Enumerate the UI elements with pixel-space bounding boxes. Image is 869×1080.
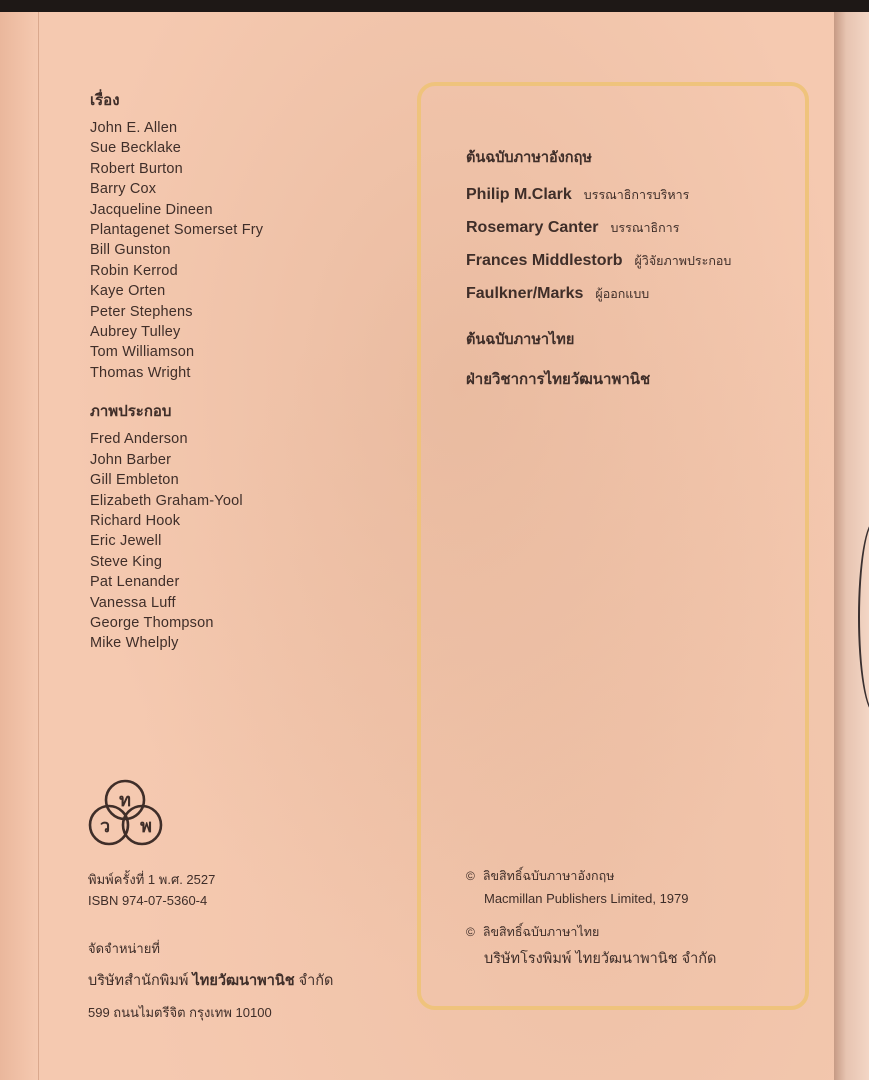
credits-right-column (466, 146, 796, 391)
list-item: George Thompson (90, 614, 214, 631)
list-item: Tom Williamson (90, 344, 195, 361)
list-item: Mike Whelply (90, 635, 179, 652)
credit-role: ผู้วิจัยภาพประกอบ (634, 254, 732, 268)
english-copyright-label: ลิขสิทธิ์ฉบับภาษาอังกฤษ (482, 869, 615, 883)
credit-role: บรรณาธิการ (610, 221, 680, 235)
company-name: ไทยวัฒนาพานิช (192, 973, 295, 989)
credit-row (466, 284, 796, 304)
page-hinge (0, 12, 39, 1080)
credit-role: บรรณาธิการบริหาร (583, 188, 690, 202)
credit-name: Frances Middlestorb (466, 252, 623, 269)
credit-name: Faulkner/Marks (466, 285, 584, 302)
artists-heading: ภาพประกอบ (90, 403, 172, 421)
list-item: Gill Embleton (90, 472, 179, 489)
list-item: Thomas Wright (90, 364, 191, 381)
list-item: Plantagenet Somerset Fry (90, 222, 264, 239)
thai-copyright (466, 922, 796, 970)
copyright-symbol: © (466, 925, 475, 939)
list-item: Vanessa Luff (90, 594, 176, 611)
credit-role: ผู้ออกแบบ (595, 287, 650, 301)
credit-row (466, 185, 796, 205)
logo-letter: ว (99, 816, 111, 837)
company-suffix: จำกัด (298, 973, 334, 989)
credit-row (466, 218, 796, 238)
list-item: Bill Gunston (90, 242, 171, 259)
list-item: Aubrey Tulley (90, 324, 181, 341)
imprint-info (88, 869, 408, 911)
distributor-info (88, 938, 418, 1023)
credit-row (466, 251, 796, 271)
authors-list (88, 118, 398, 383)
three-circle-publisher-logo-icon (80, 776, 170, 848)
list-item: Peter Stephens (90, 303, 193, 320)
company-prefix: บริษัทสำนักพิมพ์ (88, 973, 189, 989)
thai-edition-department: ฝ่ายวิชาการไทยวัฒนาพานิช (466, 371, 651, 388)
artists-list (88, 429, 398, 653)
credits-left-column (88, 88, 398, 654)
list-item: John Barber (90, 451, 172, 468)
list-item: Elizabeth Graham-Yool (90, 492, 243, 509)
logo-letter: พ (140, 816, 152, 837)
copyright-info (466, 866, 796, 986)
credit-name: Rosemary Canter (466, 219, 599, 236)
list-item: Pat Lenander (90, 574, 180, 591)
logo-letter: ท (119, 790, 131, 811)
copyright-symbol: © (466, 869, 475, 883)
list-item: John E. Allen (90, 120, 178, 136)
list-item: Richard Hook (90, 512, 181, 529)
list-item: Eric Jewell (90, 533, 162, 550)
credit-name: Philip M.Clark (466, 186, 572, 203)
list-item: Fred Anderson (90, 431, 188, 448)
thai-copyright-label: ลิขสิทธิ์ฉบับภาษาไทย (482, 925, 600, 939)
list-item: Jacqueline Dineen (90, 201, 213, 218)
list-item: Kaye Orten (90, 283, 166, 300)
distributor-label: จัดจำหน่ายที่ (88, 941, 160, 956)
isbn: ISBN 974-07-5360-4 (88, 893, 208, 908)
distributor-address: 599 ถนนไมตรีจิต กรุงเทพ 10100 (88, 1005, 272, 1020)
authors-heading: เรื่อง (90, 92, 120, 109)
english-copyright (466, 866, 796, 906)
thai-edition-section (466, 328, 796, 391)
list-item: Barry Cox (90, 181, 157, 198)
list-item: Steve King (90, 553, 163, 570)
list-item: Sue Becklake (90, 140, 182, 157)
distributor-company (88, 969, 418, 992)
english-copyright-holder: Macmillan Publishers Limited, 1979 (484, 891, 689, 906)
english-edition-heading: ต้นฉบับภาษาอังกฤษ (466, 150, 592, 166)
thai-copyright-holder: บริษัทโรงพิมพ์ ไทยวัฒนาพานิช จำกัด (484, 951, 717, 967)
thai-edition-heading: ต้นฉบับภาษาไทย (466, 332, 575, 348)
printing-edition: พิมพ์ครั้งที่ 1 พ.ศ. 2527 (88, 872, 216, 887)
list-item: Robin Kerrod (90, 262, 178, 279)
list-item: Robert Burton (90, 160, 183, 177)
